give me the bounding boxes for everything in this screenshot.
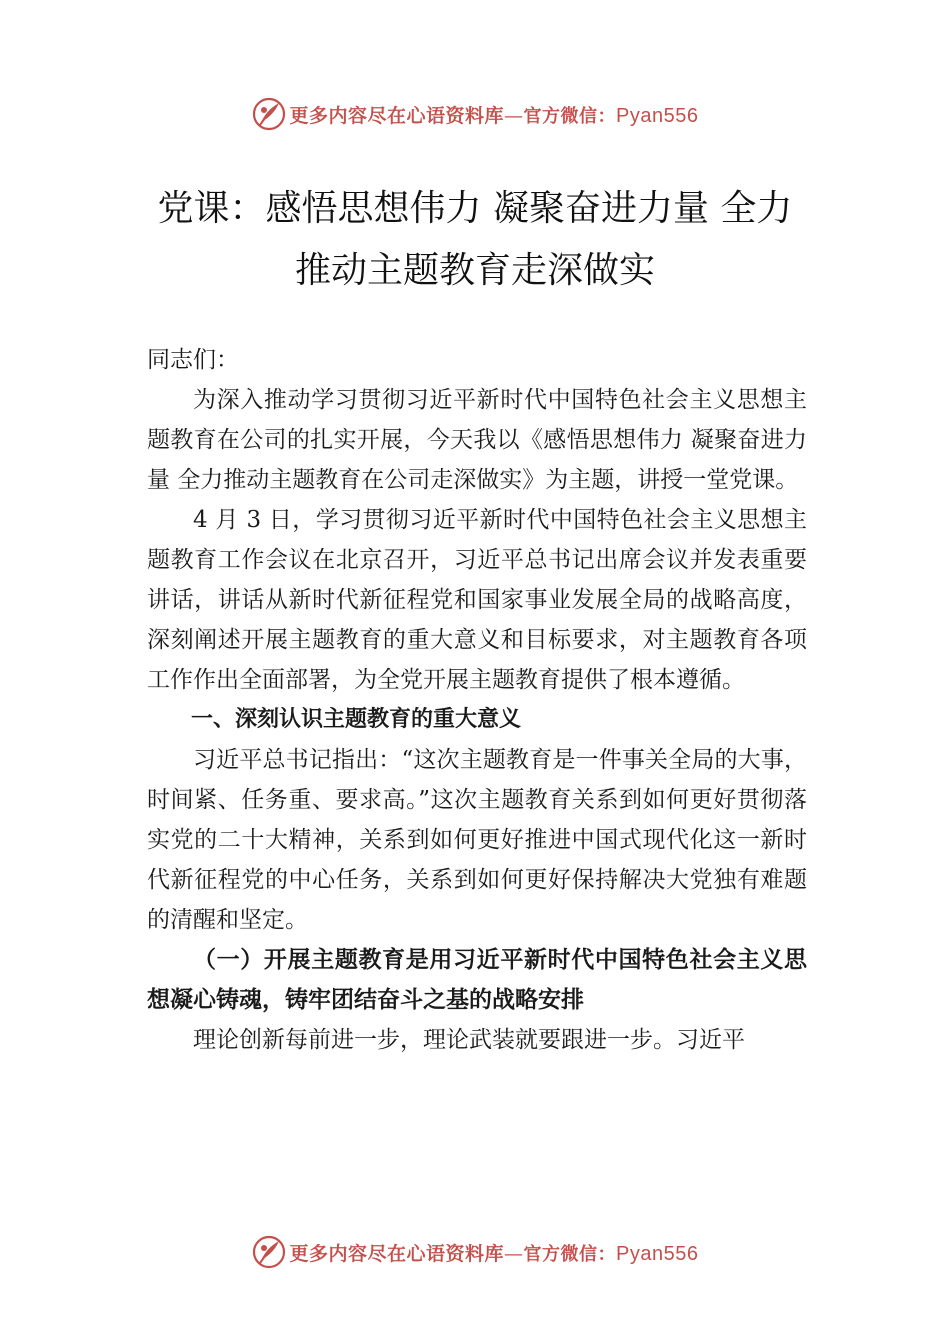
footer-banner xyxy=(0,1232,950,1272)
paragraph-3: 习近平总书记指出：“这次主题教育是一件事关全局的大事，时间紧、任务重、要求高。”这次主题教育关系到如何更好贯彻落实党的二十大精神，关系到如何更好推进中国式现代化这一新时代新征程党的中心任务，关系到如何更好保持解决大党独有难题的清醒和坚定。 xyxy=(147,747,807,933)
paragraph-1: 为深入推动学习贯彻习近平新时代中国特色社会主义思想主题教育在公司的扎实开展，今天我以《感悟思想伟力 凝聚奋进力量 全力推动主题教育在公司走深做实》为主题，讲授一堂党课。 xyxy=(147,387,807,493)
quill-logo-icon xyxy=(252,97,286,131)
document-body xyxy=(147,340,807,1060)
paragraph-4: 理论创新每前进一步，理论武装就要跟进一步。习近平 xyxy=(193,1027,745,1053)
page-title-line-1: 党课：感悟思想伟力 凝聚奋进力量 全力 xyxy=(157,188,793,229)
subsection-heading-1: （一）开展主题教育是用习近平新时代中国特色社会主义思想凝心铸魂，铸牢团结奋斗之基的战略安排 xyxy=(147,946,807,1013)
banner-text xyxy=(290,101,699,128)
section-heading-1: 一、深刻认识主题教育的重大意义 xyxy=(191,707,522,732)
banner-wechat-id: Pyan556 xyxy=(616,1242,699,1265)
banner-wechat-label: 官方微信： xyxy=(523,1243,617,1265)
banner-dash: — xyxy=(504,1242,524,1265)
page-title-line-2: 推动主题教育走深做实 xyxy=(294,250,655,291)
header-banner xyxy=(0,94,950,134)
salutation: 同志们： xyxy=(147,347,239,373)
banner-wechat-id: Pyan556 xyxy=(616,104,699,127)
banner-wechat-label: 官方微信： xyxy=(523,105,617,127)
banner-text xyxy=(290,1239,699,1266)
banner-library: 更多内容尽在心语资料库 xyxy=(289,1242,505,1265)
banner-library: 更多内容尽在心语资料库 xyxy=(289,104,505,127)
quill-logo-icon xyxy=(252,1235,286,1269)
paragraph-2: 4 月 3 日，学习贯彻习近平新时代中国特色社会主义思想主题教育工作会议在北京召开，习近平总书记出席会议并发表重要讲话，讲话从新时代新征程党和国家事业发展全局的战略高度，深刻阐述开展主题教育的重大意义和目标要求，对主题教育各项工作作出全面部署，为全党开展主题教育提供了根本遵循。 xyxy=(147,507,807,693)
banner-dash: — xyxy=(504,104,524,127)
